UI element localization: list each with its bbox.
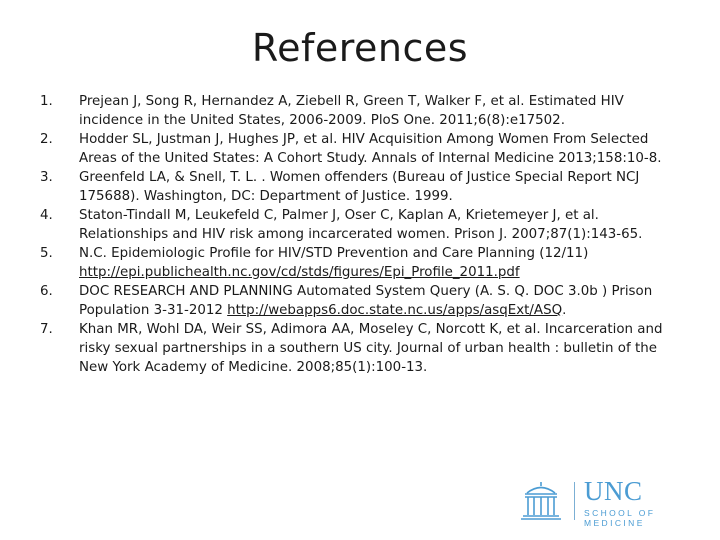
reference-trailing-punctuation: . xyxy=(562,303,567,318)
reference-number: 6. xyxy=(40,284,53,299)
reference-item xyxy=(40,168,690,206)
reference-number: 3. xyxy=(40,170,53,185)
reference-text: Hodder SL, Justman J, Hughes JP, et al. HIV Acquisition Among Women From Selected Areas of the United States: A Cohort Study. Annals of Internal Medicine 2013;158:10-8. xyxy=(79,132,662,166)
reference-text: Prejean J, Song R, Hernandez A, Ziebell R, Green T, Walker F, et al. Estimated HIV incidence in the United States, 2006-2009. PloS One. 2011;6(8):e17502. xyxy=(79,94,624,128)
reference-item xyxy=(40,92,690,130)
unc-school-of-medicine-logo xyxy=(518,476,708,528)
reference-text: N.C. Epidemiologic Profile for HIV/STD Prevention and Care Planning (12/11) xyxy=(79,246,589,261)
reference-text: Greenfeld LA, & Snell, T. L. . Women offenders (Bureau of Justice Special Report NCJ 175688). Washington, DC: Department of Justice. 1999. xyxy=(79,170,640,204)
reference-number: 1. xyxy=(40,94,53,109)
logo-subtitle: SCHOOL OF MEDICINE xyxy=(584,508,656,528)
page-title: References xyxy=(251,26,469,70)
old-well-icon xyxy=(518,480,564,522)
reference-text: DOC RESEARCH AND PLANNING Automated System Query (A. S. Q. DOC 3.0b ) Prison Population 3-31-2012 xyxy=(79,284,653,318)
reference-number: 2. xyxy=(40,132,53,147)
reference-text: Khan MR, Wohl DA, Weir SS, Adimora AA, Moseley C, Norcott K, et al. Incarceration and risky sexual partnerships in a southern US city. Journal of urban health : bulletin of the New York Academy of Medicine. 2008;85(1):100-13. xyxy=(79,322,663,375)
reference-link[interactable]: http://epi.publichealth.nc.gov/cd/stds/figures/Epi_Profile_2011.pdf xyxy=(79,265,520,280)
reference-item xyxy=(40,282,690,320)
reference-link[interactable]: http://webapps6.doc.state.nc.us/apps/asqExt/ASQ xyxy=(227,303,563,318)
reference-text: Staton-Tindall M, Leukefeld C, Palmer J, Oser C, Kaplan A, Krietemeyer J, et al. Relationships and HIV risk among incarcerated women. Prison J. 2007;87(1):143-65. xyxy=(79,208,643,242)
reference-number: 5. xyxy=(40,246,53,261)
reference-number: 4. xyxy=(40,208,53,223)
logo-wordmark: UNC xyxy=(584,476,643,506)
logo-divider xyxy=(574,482,575,520)
reference-body xyxy=(79,244,690,282)
reference-item xyxy=(40,244,690,282)
reference-body xyxy=(79,282,690,320)
reference-item xyxy=(40,320,690,377)
reference-number: 7. xyxy=(40,322,53,337)
reference-item xyxy=(40,130,690,168)
reference-list xyxy=(40,92,690,377)
reference-item xyxy=(40,206,690,244)
